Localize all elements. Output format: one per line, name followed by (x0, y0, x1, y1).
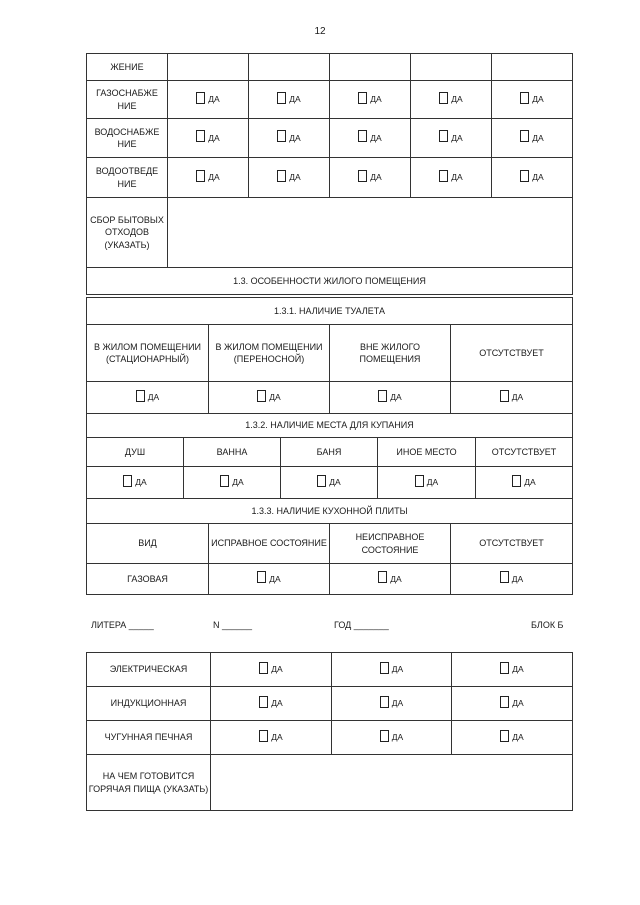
checkbox[interactable] (415, 475, 438, 487)
toilet-column-header: В ЖИЛОМ ПОМЕЩЕНИИ (ПЕРЕНОСНОЙ) (209, 325, 330, 382)
checkbox[interactable] (500, 730, 523, 742)
checkbox[interactable] (500, 662, 523, 674)
checkbox[interactable] (520, 130, 543, 142)
checkbox-box[interactable] (317, 475, 326, 487)
checkbox-box[interactable] (277, 170, 286, 182)
checkbox-label: ДА (208, 94, 220, 105)
checkbox-label: ДА (512, 698, 524, 709)
checkbox-box[interactable] (378, 571, 387, 583)
checkbox[interactable] (259, 730, 282, 742)
checkbox-label: ДА (532, 132, 544, 143)
checkbox-label: ДА (451, 94, 463, 105)
utility-label: ЖЕНИЕ (87, 54, 168, 81)
checkbox[interactable] (317, 475, 340, 487)
checkbox-box[interactable] (520, 170, 529, 182)
checkbox-label: ДА (208, 132, 220, 143)
cooking-label: НА ЧЕМ ГОТОВИТСЯ ГОРЯЧАЯ ПИЩА (УКАЗАТЬ) (87, 755, 211, 811)
checkbox-box[interactable] (196, 170, 205, 182)
waste-label: СБОР БЫТОВЫХ ОТХОДОВ (УКАЗАТЬ) (87, 198, 168, 268)
utilities-table (86, 53, 573, 295)
checkbox[interactable] (358, 92, 381, 104)
checkbox[interactable] (257, 571, 280, 583)
stove-title: 1.3.3. НАЛИЧИЕ КУХОННОЙ ПЛИТЫ (87, 499, 573, 524)
checkbox[interactable] (136, 390, 159, 402)
checkbox-label: ДА (370, 172, 382, 183)
checkbox-box[interactable] (259, 662, 268, 674)
bathing-title: 1.3.2. НАЛИЧИЕ МЕСТА ДЛЯ КУПАНИЯ (87, 414, 573, 438)
checkbox[interactable] (500, 390, 523, 402)
checkbox-box[interactable] (380, 730, 389, 742)
checkbox[interactable] (259, 696, 282, 708)
checkbox-box[interactable] (500, 571, 509, 583)
utility-row (87, 158, 573, 198)
checkbox-box[interactable] (136, 390, 145, 402)
checkbox[interactable] (520, 170, 543, 182)
bathing-column-header: ВАННА (184, 438, 281, 467)
checkbox-box[interactable] (500, 696, 509, 708)
stove-column-header: НЕИСПРАВНОЕ СОСТОЯНИЕ (330, 524, 451, 564)
checkbox[interactable] (378, 571, 401, 583)
waste-row (87, 198, 573, 268)
checkbox[interactable] (257, 390, 280, 402)
cooking-entry-field[interactable] (211, 755, 573, 811)
checkbox-box[interactable] (277, 92, 286, 104)
checkbox-box[interactable] (123, 475, 132, 487)
checkbox-box[interactable] (220, 475, 229, 487)
checkbox[interactable] (358, 130, 381, 142)
checkbox-label: ДА (289, 94, 301, 105)
checkbox[interactable] (196, 170, 219, 182)
checkbox-label: ДА (532, 94, 544, 105)
stove-table (86, 498, 573, 595)
checkbox-label: ДА (208, 172, 220, 183)
checkbox-label: ДА (391, 698, 404, 709)
checkbox-label: ДА (370, 132, 382, 143)
checkbox-box[interactable] (257, 571, 266, 583)
checkbox[interactable] (439, 130, 462, 142)
utility-row (87, 54, 573, 81)
checkbox[interactable] (123, 475, 146, 487)
checkbox-box[interactable] (520, 92, 529, 104)
checkbox[interactable] (196, 92, 219, 104)
stove-type-label: ЧУГУННАЯ ПЕЧНАЯ (87, 721, 211, 755)
checkbox-label: ДА (391, 664, 404, 675)
checkbox-box[interactable] (259, 696, 268, 708)
checkbox-box[interactable] (380, 696, 389, 708)
checkbox[interactable] (259, 662, 282, 674)
toilet-column-header: ОТСУТСТВУЕТ (451, 325, 573, 382)
checkbox-label: ДА (271, 664, 283, 675)
waste-entry-field[interactable] (168, 198, 573, 268)
checkbox[interactable] (380, 696, 403, 708)
utility-label: ВОДОСНАБЖЕ НИЕ (87, 119, 168, 158)
checkbox-label: ДА (271, 732, 283, 743)
footer-number: N ______ (213, 620, 253, 630)
checkbox-box[interactable] (358, 170, 367, 182)
checkbox[interactable] (277, 170, 300, 182)
utility-label: ГАЗОСНАБЖЕ НИЕ (87, 81, 168, 119)
section-title: 1.3. ОСОБЕННОСТИ ЖИЛОГО ПОМЕЩЕНИЯ (87, 268, 573, 295)
checkbox[interactable] (512, 475, 535, 487)
checkbox-label: ДА (271, 698, 283, 709)
checkbox-label: ДА (269, 392, 281, 403)
stove-type-label: ЭЛЕКТРИЧЕСКАЯ (87, 653, 211, 687)
checkbox-label: ДА (512, 664, 524, 675)
checkbox-box[interactable] (380, 662, 389, 674)
checkbox[interactable] (500, 571, 523, 583)
checkbox[interactable] (277, 130, 300, 142)
stove-column-header: ВИД (87, 524, 209, 564)
checkbox[interactable] (277, 92, 300, 104)
checkbox[interactable] (500, 696, 523, 708)
toilet-column-header: В ЖИЛОМ ПОМЕЩЕНИИ (СТАЦИОНАРНЫЙ) (87, 325, 209, 382)
checkbox-box[interactable] (520, 130, 529, 142)
checkbox-label: ДА (512, 732, 524, 743)
footer-block: БЛОК Б (531, 620, 564, 630)
checkbox-label: ДА (390, 392, 402, 403)
stove-type-label: ГАЗОВАЯ (87, 564, 209, 595)
stove-column-header: ОТСУТСТВУЕТ (451, 524, 573, 564)
footer-year: ГОД _______ (334, 620, 389, 630)
checkbox-label: ДА (426, 477, 439, 488)
checkbox-label: ДА (289, 132, 301, 143)
checkbox-box[interactable] (196, 92, 205, 104)
checkbox-label: ДА (232, 477, 244, 488)
checkbox[interactable] (520, 92, 543, 104)
bathing-table (86, 413, 573, 499)
checkbox-box[interactable] (415, 475, 424, 487)
checkbox-label: ДА (329, 477, 341, 488)
checkbox-box[interactable] (500, 662, 509, 674)
checkbox-box[interactable] (439, 92, 448, 104)
checkbox[interactable] (380, 662, 403, 674)
checkbox-label: ДА (451, 172, 463, 183)
checkbox[interactable] (220, 475, 243, 487)
checkbox[interactable] (439, 170, 462, 182)
checkbox[interactable] (378, 390, 401, 402)
checkbox-box[interactable] (378, 390, 387, 402)
stove-continuation-table (86, 652, 573, 811)
page-number: 12 (314, 26, 326, 37)
checkbox-label: ДА (135, 477, 147, 488)
checkbox-label: ДА (370, 94, 382, 105)
checkbox[interactable] (439, 92, 462, 104)
checkbox-label: ДА (511, 392, 524, 403)
checkbox-box[interactable] (358, 130, 367, 142)
checkbox-box[interactable] (500, 730, 509, 742)
toilet-column-header: ВНЕ ЖИЛОГО ПОМЕЩЕНИЯ (330, 325, 451, 382)
checkbox-box[interactable] (257, 390, 266, 402)
bathing-column-header: ДУШ (87, 438, 184, 467)
checkbox-box[interactable] (358, 92, 367, 104)
checkbox-label: ДА (391, 732, 404, 743)
checkbox-label: ДА (269, 573, 281, 584)
utility-label: ВОДООТВЕДЕ НИЕ (87, 158, 168, 198)
toilet-table (86, 297, 573, 414)
checkbox-box[interactable] (277, 130, 286, 142)
checkbox-label: ДА (532, 172, 544, 183)
checkbox-box[interactable] (439, 170, 448, 182)
checkbox-label: ДА (511, 573, 524, 584)
checkbox[interactable] (196, 130, 219, 142)
checkbox-label: ДА (451, 132, 463, 143)
bathing-column-header: ОТСУТСТВУЕТ (476, 438, 573, 467)
bathing-column-header: ИНОЕ МЕСТО (378, 438, 476, 467)
checkbox-label: ДА (390, 573, 402, 584)
checkbox-box[interactable] (259, 730, 268, 742)
checkbox-box[interactable] (500, 390, 509, 402)
toilet-title: 1.3.1. НАЛИЧИЕ ТУАЛЕТА (87, 298, 573, 325)
checkbox-box[interactable] (512, 475, 521, 487)
checkbox[interactable] (358, 170, 381, 182)
checkbox-label: ДА (147, 392, 160, 403)
utility-row (87, 119, 573, 158)
bathing-column-header: БАНЯ (281, 438, 378, 467)
checkbox[interactable] (380, 730, 403, 742)
footer-litera: ЛИТЕРА _____ (91, 620, 154, 630)
checkbox-label: ДА (289, 172, 301, 183)
checkbox-box[interactable] (439, 130, 448, 142)
stove-column-header: ИСПРАВНОЕ СОСТОЯНИЕ (209, 524, 330, 564)
checkbox-box[interactable] (196, 130, 205, 142)
utility-row (87, 81, 573, 119)
checkbox-label: ДА (524, 477, 536, 488)
stove-type-label: ИНДУКЦИОННАЯ (87, 687, 211, 721)
